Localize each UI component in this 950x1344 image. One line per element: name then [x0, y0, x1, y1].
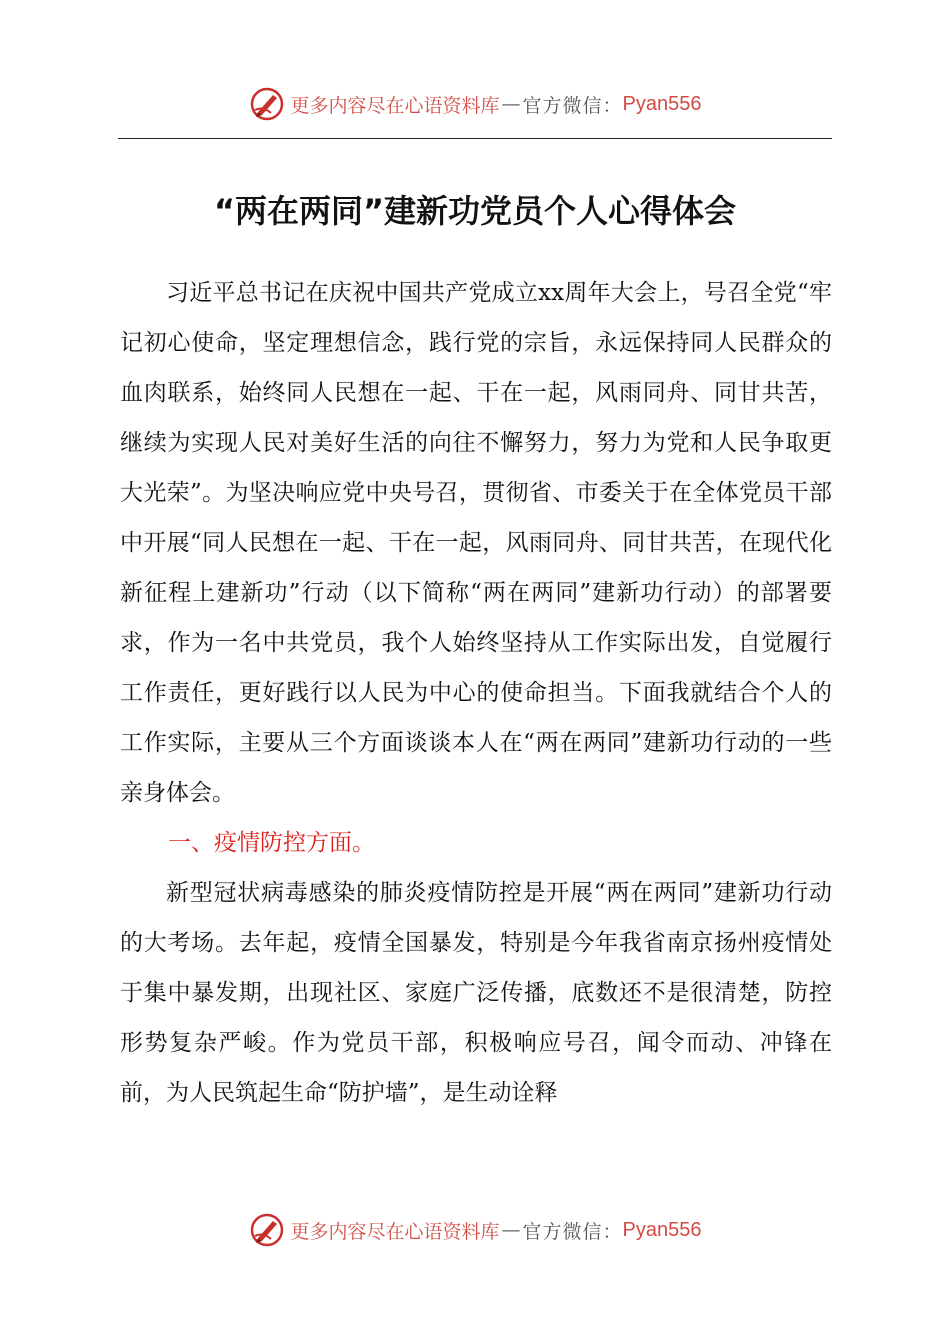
document-title: “两在两同”建新功党员个人心得体会: [213, 192, 737, 230]
header-divider: [118, 138, 832, 139]
header-banner: [0, 84, 950, 124]
document-body: [120, 268, 832, 1118]
banner-separator: —: [501, 1219, 521, 1241]
banner-separator: —: [501, 93, 521, 115]
banner-site-text: 更多内容尽在心语资料库: [290, 1220, 500, 1243]
banner-wechat-account: Pyan556: [622, 1218, 702, 1241]
section-heading: 一、疫情防控方面。: [168, 830, 375, 856]
pen-circle-logo-icon: [249, 86, 285, 122]
footer-banner: [0, 1210, 950, 1250]
banner-wechat-label: 官方微信：: [522, 94, 623, 117]
banner-wechat-account: Pyan556: [622, 92, 702, 115]
body-paragraph: 新型冠状病毒感染的肺炎疫情防控是开展“两在两同”建新功行动的大考场。去年起，疫情全国暴发，特别是今年我省南京扬州疫情处于集中暴发期，出现社区、家庭广泛传播，底数还不是很清楚，防控形势复杂严峻。作为党员干部，积极响应号召，闻令而动、冲锋在前，为人民筑起生命“防护墙”，是生动诠释: [120, 880, 832, 1106]
pen-circle-logo-icon: [249, 1212, 285, 1248]
banner-wechat-label: 官方微信：: [522, 1220, 623, 1243]
banner-site-text: 更多内容尽在心语资料库: [290, 94, 500, 117]
body-paragraph: 习近平总书记在庆祝中国共产党成立xx周年大会上，号召全党“牢记初心使命，坚定理想信念，践行党的宗旨，永远保持同人民群众的血肉联系，始终同人民想在一起、干在一起，风雨同舟、同甘共苦，继续为实现人民对美好生活的向往不懈努力，努力为党和人民争取更大光荣”。为坚决响应党中央号召，贯彻省、市委关于在全体党员干部中开展“同人民想在一起、干在一起，风雨同舟、同甘共苦，在现代化新征程上建新功”行动（以下简称“两在两同”建新功行动）的部署要求，作为一名中共党员，我个人始终坚持从工作实际出发，自觉履行工作责任，更好践行以人民为中心的使命担当。下面我就结合个人的工作实际，主要从三个方面谈谈本人在“两在两同”建新功行动的一些亲身体会。: [120, 280, 832, 806]
